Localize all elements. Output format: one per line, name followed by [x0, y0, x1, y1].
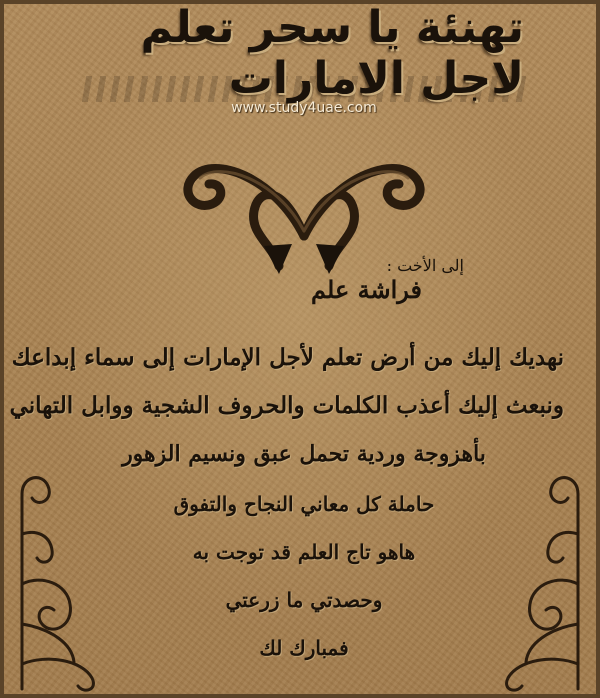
message-line: فمبارك لك: [259, 636, 349, 660]
corner-swirl-left-icon: [12, 464, 132, 694]
message-line: بأهزوجة وردية تحمل عبق ونسيم الزهور: [122, 441, 486, 467]
message-line: ونبعث إليك أعذب الكلمات والحروف الشجية ووابل التهاني: [9, 392, 564, 419]
message-line: حاملة كل معاني النجاح والتفوق: [173, 492, 435, 516]
message-line: وحصدتي ما زرعتي: [225, 588, 383, 612]
site-url[interactable]: www.study4uae.com: [231, 100, 377, 116]
card-title: تهنئة يا سحر تعلم لاجل الامارات: [140, 2, 524, 104]
recipient-block: [184, 256, 464, 316]
message-line: نهديك إليك من أرض تعلم لأجل الإمارات إلى سماء إبداعك: [11, 344, 564, 371]
recipient-label: إلى الأخت :: [386, 256, 464, 275]
recipient-name: فراشة علم: [311, 275, 422, 304]
swirl-ornament-icon: [154, 116, 454, 276]
corner-swirl-right-icon: [468, 464, 588, 694]
message-line: هاهو تاج العلم قد توجت به: [192, 540, 416, 564]
